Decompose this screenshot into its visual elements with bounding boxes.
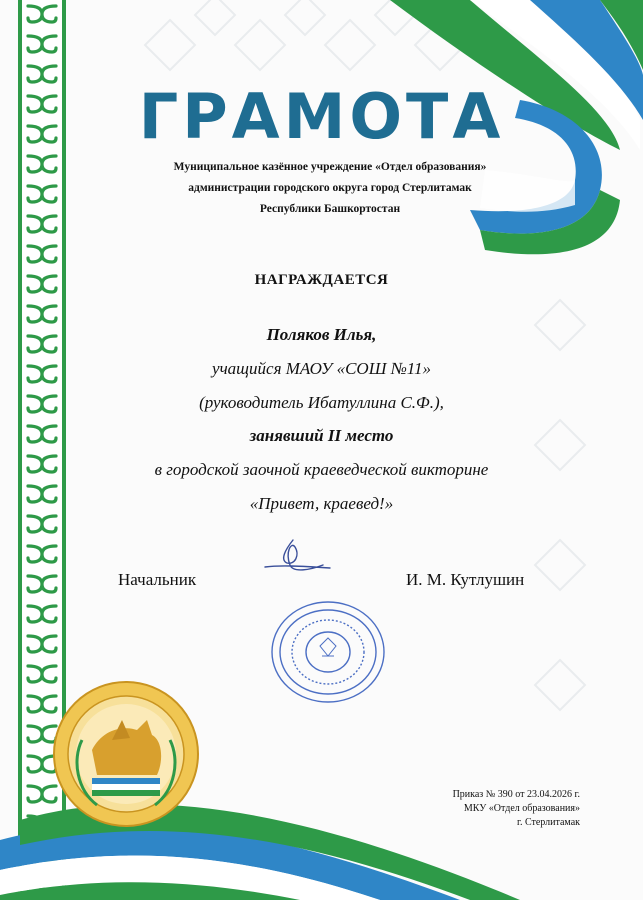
signatory-name: И. М. Кутлушин <box>406 570 525 589</box>
contest-name: «Привет, краевед!» <box>249 493 394 513</box>
certificate-title: ГРАМОТА <box>138 80 505 153</box>
recipient-name: Поляков Илья, <box>266 325 377 344</box>
org-line: Муниципальное казённое учреждение «Отдел образования» <box>173 161 487 173</box>
issuing-organization <box>140 157 520 220</box>
signatory-title: Начальник <box>118 570 197 589</box>
recipient-place: занявший II место <box>249 426 394 446</box>
handwritten-signature <box>255 535 335 580</box>
recipient-block <box>0 318 643 521</box>
order-line: г. Стерлитамак <box>516 817 580 828</box>
order-line: МКУ «Отдел образования» <box>463 803 580 814</box>
bashkortostan-emblem <box>52 680 200 828</box>
recipient-school: учащийся МАОУ «СОШ №11» <box>212 358 431 378</box>
contest-description: в городской заочной краеведческой викторине <box>154 460 489 480</box>
org-line: Республики Башкортостан <box>259 203 401 215</box>
org-line: администрации городского округа город Стерлитамак <box>188 182 472 194</box>
official-stamp <box>268 598 388 706</box>
recipient-supervisor: (руководитель Ибатуллина С.Ф.), <box>199 392 444 412</box>
award-heading: НАГРАЖДАЕТСЯ <box>254 272 389 288</box>
order-reference <box>400 788 580 830</box>
order-line: Приказ № 390 от 23.04.2026 г. <box>452 789 580 800</box>
